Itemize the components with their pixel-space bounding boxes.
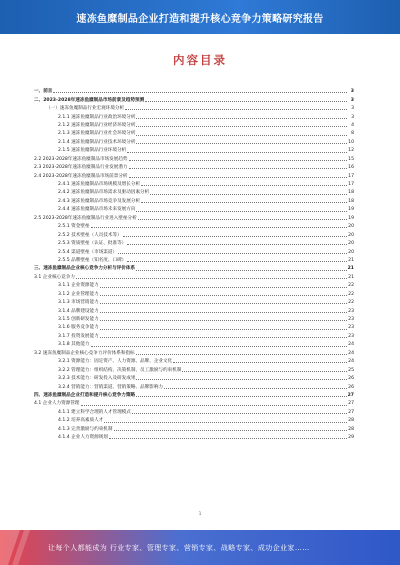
toc-leader-dots bbox=[141, 185, 347, 186]
toc-leader-dots bbox=[100, 320, 347, 321]
toc-entry[interactable] bbox=[34, 94, 354, 102]
toc-entry[interactable] bbox=[34, 280, 354, 288]
toc-entry-page: 26 bbox=[348, 376, 354, 382]
toc-leader-dots bbox=[136, 126, 347, 127]
toc-entry-title: 2.1.5 速冻鱼糜制品行业环境分析 bbox=[58, 148, 127, 154]
toc-entry-page: 24 bbox=[348, 342, 354, 348]
toc-entry[interactable] bbox=[34, 289, 354, 297]
toc-entry-title: 3.1.8 其他能力 bbox=[58, 342, 90, 348]
toc-entry-title: 2.4.3 速冻鱼糜制品市场竞争及发展分析 bbox=[58, 198, 141, 204]
toc-leader-dots bbox=[109, 438, 347, 439]
toc-entry-page: 3 bbox=[351, 106, 354, 112]
toc-entry-page: 23 bbox=[348, 317, 354, 323]
toc-heading: 内容目录 bbox=[173, 53, 227, 67]
toc-entry-page: 22 bbox=[348, 300, 354, 306]
toc-entry-title: 4.1.3 完善激励与约束机制 bbox=[58, 426, 113, 432]
toc-leader-dots bbox=[127, 244, 347, 245]
toc-entry[interactable] bbox=[34, 103, 354, 111]
toc-entry-page: 29 bbox=[348, 435, 354, 441]
toc-entry-title: 2.1.4 速冻鱼糜制品行业技术环境分析 bbox=[58, 139, 136, 145]
page-number: 1 bbox=[198, 512, 202, 517]
toc-entry-title: 3.1.3 市场营销能力 bbox=[58, 300, 99, 306]
toc-entry-title: 一、前言 bbox=[34, 89, 53, 95]
toc-entry[interactable] bbox=[34, 356, 354, 364]
toc-entry-page: 4 bbox=[351, 122, 354, 128]
toc-entry-title: 2.2 2023-2028年速冻鱼糜制品市场发展趋势 bbox=[34, 156, 128, 162]
toc-entry-title: （一）速冻鱼糜制品行业宏观环境分析 bbox=[46, 106, 125, 112]
toc-leader-dots bbox=[53, 92, 347, 93]
toc-entry[interactable] bbox=[34, 154, 354, 162]
toc-entry-page: 3 bbox=[350, 97, 354, 103]
toc-entry[interactable] bbox=[34, 246, 354, 254]
toc-leader-dots bbox=[136, 135, 347, 136]
toc-entry[interactable] bbox=[34, 137, 354, 145]
toc-leader-dots bbox=[136, 379, 347, 380]
toc-leader-dots bbox=[136, 270, 347, 271]
toc-entry-page: 18 bbox=[348, 190, 354, 196]
toc-entry-title: 2.5.1 资金壁垒 bbox=[58, 224, 90, 230]
toc-leader-dots bbox=[123, 236, 347, 237]
toc-entry[interactable] bbox=[34, 348, 354, 356]
toc-entry[interactable] bbox=[34, 407, 354, 415]
toc-leader-dots bbox=[127, 261, 347, 262]
toc-entry[interactable] bbox=[34, 213, 354, 221]
toc-entry-page: 24 bbox=[348, 350, 354, 356]
toc-entry-title: 2.1.1 速冻鱼糜制品行业政治环境分析 bbox=[58, 114, 136, 120]
toc-entry[interactable] bbox=[34, 398, 354, 406]
toc-entry-title: 3.1.4 品牌建设能力 bbox=[58, 308, 99, 314]
toc-entry[interactable] bbox=[34, 263, 354, 271]
toc-leader-dots bbox=[141, 202, 347, 203]
toc-entry-title: 3.2.1 资源能力：固定资产、人力资源、品牌、企业文化 bbox=[58, 359, 173, 365]
toc-entry-title: 4.1.4 企业人力资源规划 bbox=[58, 435, 108, 441]
toc-leader-dots bbox=[76, 278, 347, 279]
toc-entry-title: 3.2.4 营销能力：营销渠道、营销策略、品牌影响力 bbox=[58, 384, 164, 390]
toc-entry[interactable] bbox=[34, 229, 354, 237]
toc-entry-title: 2.4.4 速冻鱼糜制品市场未来发展方向 bbox=[58, 207, 136, 213]
table-of-contents bbox=[34, 86, 354, 440]
toc-leader-dots bbox=[129, 160, 347, 161]
toc-entry-page: 25 bbox=[348, 367, 354, 373]
toc-leader-dots bbox=[136, 143, 347, 144]
toc-entry-page: 21 bbox=[348, 257, 354, 263]
toc-leader-dots bbox=[91, 227, 347, 228]
report-title: 速冻鱼糜制品企业打造和提升核心竞争力策略研究报告 bbox=[76, 13, 324, 25]
toc-entry-page: 20 bbox=[348, 224, 354, 230]
toc-leader-dots bbox=[100, 337, 347, 338]
toc-entry-page: 21 bbox=[348, 274, 354, 280]
toc-entry-page: 19 bbox=[348, 207, 354, 213]
toc-entry-title: 3.1.7 投资发展能力 bbox=[58, 333, 99, 339]
toc-entry[interactable] bbox=[34, 373, 354, 381]
toc-entry-title: 3.2 速冻鱼糜制品企业核心竞争力评价体系和指标 bbox=[34, 350, 135, 356]
toc-entry-page: 23 bbox=[348, 333, 354, 339]
toc-entry-title: 2.5.3 资质壁垒（认证、批准等） bbox=[58, 241, 127, 247]
toc-entry-page: 12 bbox=[348, 148, 354, 154]
toc-leader-dots bbox=[164, 388, 347, 389]
toc-entry-title: 4.1.2 培养高素质人才 bbox=[58, 418, 104, 424]
toc-entry-page: 23 bbox=[348, 325, 354, 331]
toc-entry[interactable] bbox=[34, 322, 354, 330]
toc-entry-title: 3.1.6 服务竞争能力 bbox=[58, 325, 99, 331]
toc-entry-title: 2.4.1 速冻鱼糜制品市场规模及增长分析 bbox=[58, 182, 141, 188]
toc-entry-title: 3.1.2 企业管理能力 bbox=[58, 291, 99, 297]
toc-entry-page: 27 bbox=[348, 401, 354, 407]
decorative-stripes-icon bbox=[0, 530, 44, 565]
toc-entry-title: 4.1 企业人力资源管理 bbox=[34, 401, 80, 407]
toc-leader-dots bbox=[136, 118, 347, 119]
toc-entry-title: 2.5.5 品牌壁垒（知名度、口碑） bbox=[58, 257, 127, 263]
toc-entry-page: 16 bbox=[348, 165, 354, 171]
toc-entry-title: 3.1.5 创新研发能力 bbox=[58, 317, 99, 323]
toc-entry-page: 15 bbox=[348, 156, 354, 162]
toc-entry-page: 24 bbox=[348, 359, 354, 365]
toc-entry-page: 3 bbox=[350, 89, 354, 95]
toc-entry[interactable] bbox=[34, 204, 354, 212]
toc-entry[interactable] bbox=[34, 432, 354, 440]
toc-leader-dots bbox=[150, 194, 347, 195]
footer-slogan: 让每个人都能成为 行业专家、管理专家、营销专家、战略专家、成功企业家…… bbox=[48, 543, 310, 552]
toc-entry-title: 2.3 2023-2028年速冻鱼糜制品行业发展潜力 bbox=[34, 165, 128, 171]
toc-leader-dots bbox=[125, 109, 347, 110]
toc-entry[interactable] bbox=[34, 221, 354, 229]
toc-entry-title: 2.1.2 速冻鱼糜制品行业经济环境分析 bbox=[58, 122, 136, 128]
toc-entry-page: 27 bbox=[348, 409, 354, 415]
toc-leader-dots bbox=[100, 312, 347, 313]
toc-entry-title: 3.2.3 技术能力：研发投入及研发成果 bbox=[58, 376, 136, 382]
toc-entry-page: 18 bbox=[348, 198, 354, 204]
toc-entry-title: 四、速冻鱼糜制品企业打造和提升核心竞争力策略 bbox=[34, 392, 136, 398]
toc-entry-page: 20 bbox=[348, 232, 354, 238]
toc-entry-page: 17 bbox=[348, 182, 354, 188]
toc-entry[interactable] bbox=[34, 314, 354, 322]
toc-entry[interactable] bbox=[34, 196, 354, 204]
toc-entry[interactable] bbox=[34, 424, 354, 432]
toc-entry-title: 2.1.3 速冻鱼糜制品行业社会环境分析 bbox=[58, 131, 136, 137]
toc-leader-dots bbox=[138, 219, 347, 220]
footer-banner bbox=[0, 530, 400, 565]
toc-entry-page: 21 bbox=[347, 266, 354, 272]
toc-entry-title: 3.1.1 企业资源能力 bbox=[58, 283, 99, 289]
toc-entry[interactable] bbox=[34, 415, 354, 423]
toc-leader-dots bbox=[132, 413, 347, 414]
toc-entry[interactable] bbox=[34, 145, 354, 153]
toc-entry[interactable] bbox=[34, 187, 354, 195]
toc-entry-page: 19 bbox=[348, 215, 354, 221]
toc-entry-title: 3.1 企业核心竞争力 bbox=[34, 274, 75, 280]
toc-entry-page: 26 bbox=[348, 384, 354, 390]
toc-leader-dots bbox=[114, 430, 348, 431]
toc-leader-dots bbox=[136, 354, 347, 355]
toc-leader-dots bbox=[145, 101, 347, 102]
toc-entry[interactable] bbox=[34, 297, 354, 305]
toc-entry[interactable] bbox=[34, 390, 354, 398]
toc-leader-dots bbox=[136, 211, 347, 212]
toc-entry[interactable] bbox=[34, 162, 354, 170]
toc-entry-page: 22 bbox=[348, 283, 354, 289]
toc-entry[interactable] bbox=[34, 255, 354, 263]
toc-entry[interactable] bbox=[34, 111, 354, 119]
toc-entry-page: 22 bbox=[348, 291, 354, 297]
toc-entry-page: 28 bbox=[348, 418, 354, 424]
toc-entry-page: 23 bbox=[348, 308, 354, 314]
toc-entry[interactable] bbox=[34, 179, 354, 187]
toc-leader-dots bbox=[182, 371, 347, 372]
toc-entry[interactable] bbox=[34, 381, 354, 389]
toc-entry-title: 4.1.1 建立科学合理的人才管理模式 bbox=[58, 409, 131, 415]
toc-entry[interactable] bbox=[34, 128, 354, 136]
toc-leader-dots bbox=[127, 152, 347, 153]
report-header bbox=[0, 0, 400, 34]
toc-leader-dots bbox=[100, 287, 347, 288]
toc-entry-page: 28 bbox=[348, 426, 354, 432]
toc-leader-dots bbox=[100, 295, 347, 296]
toc-leader-dots bbox=[173, 362, 347, 363]
toc-entry-title: 2.5.4 渠道壁垒（市场渠道） bbox=[58, 249, 118, 255]
toc-entry-title: 2.4 2023-2028年速冻鱼糜制品市场前景分析 bbox=[34, 173, 128, 179]
toc-leader-dots bbox=[129, 168, 347, 169]
toc-leader-dots bbox=[100, 303, 347, 304]
toc-entry-title: 2.5 2023-2028年速冻鱼糜制品行业进入壁垒分析 bbox=[34, 215, 137, 221]
toc-leader-dots bbox=[100, 329, 347, 330]
toc-entry[interactable] bbox=[34, 86, 354, 94]
toc-leader-dots bbox=[104, 422, 347, 423]
toc-entry[interactable] bbox=[34, 170, 354, 178]
toc-entry[interactable] bbox=[34, 238, 354, 246]
toc-entry[interactable] bbox=[34, 339, 354, 347]
toc-leader-dots bbox=[129, 177, 347, 178]
toc-entry-page: 20 bbox=[348, 249, 354, 255]
toc-entry[interactable] bbox=[34, 272, 354, 280]
toc-leader-dots bbox=[81, 405, 347, 406]
toc-entry-title: 二、2023-2028年速冻鱼糜制品市场前景及趋势预测 bbox=[34, 97, 145, 103]
toc-leader-dots bbox=[91, 346, 347, 347]
toc-leader-dots bbox=[118, 253, 347, 254]
toc-entry-page: 27 bbox=[347, 392, 354, 398]
toc-entry-title: 2.5.2 技术壁垒（人员技术等） bbox=[58, 232, 122, 238]
toc-entry-page: 10 bbox=[348, 139, 354, 145]
toc-entry-title: 2.4.2 速冻鱼糜制品市场需求及驱动因素分析 bbox=[58, 190, 150, 196]
toc-entry-page: 8 bbox=[351, 131, 354, 137]
toc-entry[interactable] bbox=[34, 331, 354, 339]
toc-entry-page: 17 bbox=[348, 173, 354, 179]
toc-entry[interactable] bbox=[34, 305, 354, 313]
toc-entry-page: 20 bbox=[348, 241, 354, 247]
toc-entry[interactable] bbox=[34, 364, 354, 372]
toc-entry[interactable] bbox=[34, 120, 354, 128]
toc-leader-dots bbox=[136, 396, 347, 397]
toc-entry-page: 3 bbox=[351, 114, 354, 120]
toc-entry-title: 三、速冻鱼糜制品企业核心竞争力分析与评价体系 bbox=[34, 266, 136, 272]
toc-entry-title: 3.2.2 管理能力：组织结构、决策机制、员工激励与约束机制 bbox=[58, 367, 182, 373]
